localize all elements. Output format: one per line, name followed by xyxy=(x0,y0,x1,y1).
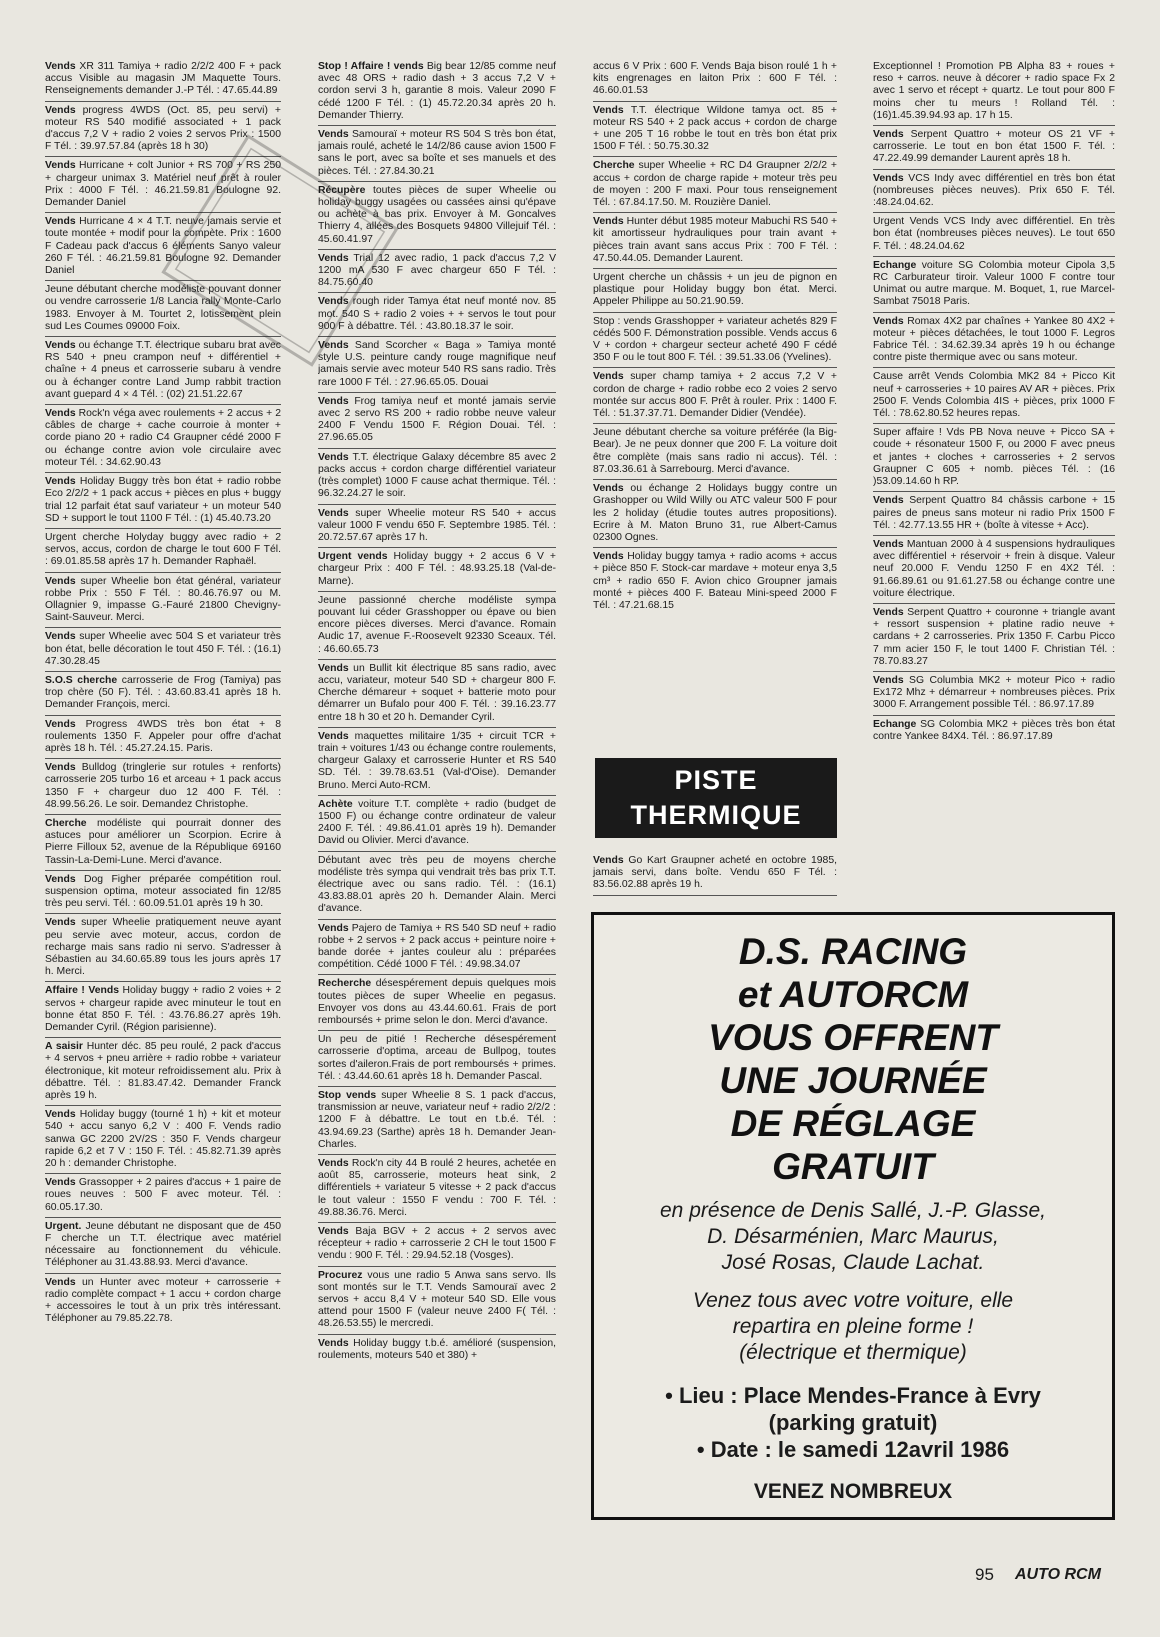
ad-lead: Vends xyxy=(318,1226,349,1238)
ad-text: super Wheelie 8 S. 1 pack d'accus, transmission ar neuve, variateur neuf + radio 2/2/2 : 1200 F à débattre. Le tout en t.b.é. Tél. : 43.94.69.23 (Sarthe) après 18 h. Demander Jean-Charles. xyxy=(318,1090,556,1150)
ad-lead: Echange xyxy=(873,718,917,730)
ad-lead: Vends xyxy=(45,216,76,228)
ad-text: voiture SG Colombia moteur Cipola 3,5 RC Carburateur tiroir. Valeur 1000 F contre tour Unimat ou autre marque. M. Boquet, 1, rue Marcel-Sambat 75018 Paris. xyxy=(873,259,1115,308)
promo-presence-2: D. Désarménien, Marc Maurus, xyxy=(707,1225,999,1248)
ad-lead: Vends xyxy=(318,507,349,519)
ad-lead: Stop vends xyxy=(318,1090,377,1102)
ad-lead: Vends xyxy=(45,718,76,730)
ad-text: accus 6 V Prix : 600 F. Vends Baja bison roulé 1 h + kits engrenages en laiton Prix : 600 F Tél. : 46.60.01.53 xyxy=(593,61,837,97)
page-footer xyxy=(975,1565,1115,1589)
ad-lead: Achète xyxy=(318,798,353,810)
classified-ad xyxy=(873,672,1115,716)
classified-ad xyxy=(45,871,281,915)
classified-ad xyxy=(318,660,556,728)
ad-lead: Vends xyxy=(45,340,76,352)
ad-lead: Vends xyxy=(318,340,349,352)
classified-ad xyxy=(318,1087,556,1155)
promo-head-2: et AUTORCM xyxy=(737,974,969,1015)
ad-text: Holiday buggy t.b.é. amélioré (suspension, roulements, moteurs 540 et 380) + xyxy=(318,1337,556,1361)
classified-ad xyxy=(593,480,837,548)
classified-ad xyxy=(45,529,281,573)
classified-ad xyxy=(45,573,281,629)
classified-ad xyxy=(873,492,1115,536)
ad-lead: Urgent. xyxy=(45,1220,82,1232)
promo-lieu-1: • Lieu : Place Mendes-France à Evry xyxy=(665,1383,1041,1408)
ad-text: Jeune passionné cherche modéliste sympa pouvant lui céder Grasshopper ou épave ou bien encore pièces diverses. Merci d'avance. Romain Audic 17, avenue F.-Roosevelt 92330 Sceaux. Tél. : 46.60.65.73 xyxy=(318,594,556,655)
classified-ad xyxy=(318,1223,556,1267)
classified-ad xyxy=(318,920,556,976)
ad-text: T.T. électrique Galaxy décembre 85 avec 2 packs accus + cordon charge différentiel variateur (très complet) 1000 F cause achat thermique. Tél. : 96.32.24.27 le soir. xyxy=(318,451,556,500)
classified-ad xyxy=(318,975,556,1031)
classified-ad xyxy=(873,424,1115,492)
ad-lead: Vends xyxy=(873,606,904,618)
classified-ad xyxy=(318,126,556,182)
ad-text: progress 4WDS (Oct. 85, peu servi) + moteur RS 540 modifié associated + 1 pack d'accus 7,2 V + radio 2 voies 2 servos Prix : 1500 F Tél. : 39.97.57.84 (après 18 h 30) xyxy=(45,104,281,153)
ad-text: super Wheelie pratiquement neuve ayant peu servie avec moteur, accus, cordon de recharge mais sans radio ni servo. S'adresser à Sébastien au 34.60.65.89 tous les jours après 17 h. Merci. xyxy=(45,917,281,978)
ad-text: Débutant avec très peu de moyens cherche modéliste très sympa qui vendrait très bas prix T.T. électrique avec ou sans radio. Tél. : (16.1) 43.83.88.01 après 20 h. Demander Alain. Merci d'avance. xyxy=(318,854,556,915)
promo-lieu-2: (parking gratuit) xyxy=(768,1410,938,1435)
classified-ad xyxy=(45,58,281,102)
classified-ad xyxy=(318,1155,556,1223)
ad-lead: Recherche xyxy=(318,978,372,990)
ad-lead: Vends xyxy=(45,61,76,72)
classified-ad xyxy=(45,716,281,760)
ad-lead: Vends xyxy=(45,104,76,116)
promo-location xyxy=(594,1382,1112,1463)
ad-text: Romax 4X2 par chaînes + Yankee 80 4X2 + moteur + pièces détachées, le tout 1000 F. Legros Fabrice Tél. : 34.62.39.34 après 19 h ou échange contre piste thermique avec ou sans moteur. xyxy=(873,315,1115,364)
classified-ad xyxy=(873,58,1115,126)
ad-lead: Cherche xyxy=(593,160,635,172)
ad-text: Hurricane 4 × 4 T.T. neuve jamais servie et toute montée + modif pour la compète. Prix : 1600 F Cadeau pack d'accus 6 éléments Sanyo valeur 260 F Tél. : 46.21.59.81 Boulogne 92. Demander Daniel xyxy=(45,216,281,277)
ad-text: super champ tamiya + 2 accus 7,2 V + cordon de charge + radio robbe eco 2 voies 2 servo montée sur accus 800 F. Prêt à rouler. Prix : 1400 F. Tél. : 51.37.37.71. Demander Didier (Vendée). xyxy=(593,371,837,420)
ad-text: Trial 12 avec radio, 1 pack d'accus 7,2 V 1200 mA 530 F avec chargeur 650 F Tél. : 84.75.60.40 xyxy=(318,252,556,289)
ad-text: carrosserie de Frog (Tamiya) pas trop chère (50 F). Tél. : 43.60.83.41 après 18 h. Demander François, merci. xyxy=(45,674,281,711)
ad-text: un Bullit kit électrique 85 sans radio, avec accu, variateur, moteur 540 SD + chargeur 800 F. Cherche démareur + soquet + batterie moto pour démarrer un Bufalo pour 400 F. Tél. : 39.16.23.77 entre 18 h 30 et 20 h. Demander Cyril. xyxy=(318,662,556,723)
ad-lead: Vends xyxy=(873,674,904,686)
piste-ad xyxy=(593,852,837,896)
ad-text: Jeune débutant cherche modéliste pouvant donner ou vendre carrosserie 1/8 Lancia rally Monte-Carlo 1983. Envoyer à M. Tourtet 2, lotissement plein sud Les Coumes 09000 Foix. xyxy=(45,284,281,332)
classified-ad xyxy=(873,604,1115,672)
ad-text: SG Columbia MK2 + moteur Pico + radio Ex172 Mhz + démarreur + nombreuses pièces. Prix 3000 F. Arrangement possible Tél. : 86.97.17.89 xyxy=(873,674,1115,711)
classified-ad xyxy=(318,548,556,592)
ad-text: Big bear 12/85 comme neuf avec 48 ORS + radio dash + 3 accus 7,2 V + cordon servi 3 h, garantie 8 mois. Valeur 2090 F cédé 1200 F Tél. : (1) 45.72.20.34 après 20 h. Demander Thierry. xyxy=(318,61,556,121)
classified-ad xyxy=(45,157,281,213)
promo-venez-3: (électrique et thermique) xyxy=(739,1341,967,1364)
classified-ad xyxy=(45,1218,281,1274)
ad-text: maquettes militaire 1/35 + circuit TCR + train + voitures 1/43 ou échange contre roulements, chargeur Galaxy et carrosserie Hunter et RS 540 SD. Tél. : 39.78.63.51 (Val-d'Oise). Demander Bruno. Merci Auto-RCM. xyxy=(318,730,556,791)
classified-ad xyxy=(318,592,556,660)
classified-ad xyxy=(318,393,556,449)
classified-ad xyxy=(45,473,281,529)
ad-lead: Vends xyxy=(45,631,76,643)
ad-lead: Vends xyxy=(45,917,76,929)
classified-ad xyxy=(873,368,1115,424)
ad-lead: Vends xyxy=(45,408,76,420)
ad-lead: Vends xyxy=(45,1177,76,1189)
ad-text: Mantuan 2000 à 4 suspensions hydrauliques avec différentiel + réservoir + frein à disque. Valeur neuf 20.000 F. Vendu 1250 F en 4X2 Tél. : 91.66.89.61 ou 91.61.27.58 ou échange contre une voiture électrique. xyxy=(873,538,1115,599)
ad-lead: Cherche xyxy=(45,817,87,829)
ad-lead: Vends xyxy=(45,575,76,587)
ad-text: super Wheelie moteur RS 540 + accus valeur 1000 F vendu 650 F. Septembre 1985. Tél. : 20.72.57.67 après 17 h. xyxy=(318,507,556,543)
classified-ad xyxy=(318,449,556,505)
promo-final: VENEZ NOMBREUX xyxy=(753,1480,953,1503)
classified-ad xyxy=(45,1174,281,1218)
ads-column-3 xyxy=(593,58,837,838)
promo-invitation xyxy=(594,1288,1112,1366)
ad-text: ou échange 2 Holidays buggy contre un Grashopper ou Wild Willy ou ATC valeur 500 F pour les 2 holiday (étudie toutes autres propositions). Ecrire à M. Maton Bruno 31, rue Albert-Camus 02300 Ognes. xyxy=(593,483,837,543)
ad-lead: Urgent vends xyxy=(318,551,388,563)
ad-text: XR 311 Tamiya + radio 2/2/2 400 F + pack accus Visible au magasin JM Maquette Tours. Renseignements demander J.-P Tél. : 47.65.44.89 xyxy=(45,61,281,97)
ad-text: Un peu de pitié ! Recherche désespérement carrosserie d'optima, arceau de Bullpog, toutes sortes d'aileron.Frais de port remboursés + primes. Tél. : 43.44.60.61 après 18 h. Demander Pascal. xyxy=(318,1034,556,1082)
classified-ad xyxy=(593,157,837,213)
ad-text: Pajero de Tamiya + RS 540 SD neuf + radio robbe + 2 servos + 2 pack accus + peinture noire + bande dorée + jantes couleur alu : préparées compétition. Cédé 1000 F Tél. : 49.98.34.07 xyxy=(318,922,556,971)
promo-head-3: VOUS OFFRENT xyxy=(708,1017,998,1058)
classified-ad xyxy=(318,1335,556,1365)
ad-text: Super affaire ! Vds PB Nova neuve + Picco SA + coude + résonateur 1500 F, ou 2000 F avec pneus et jantes + cloches + carrosseries + 2 servos Graupner C 605 + nomb. pièces Tél. : (16 )53.09.14.60 h RP. xyxy=(873,427,1115,488)
classified-ad xyxy=(593,269,837,313)
ad-text: vous une radio 5 Anwa sans servo. Ils sont montés sur le T.T. Vends Samouraï avec 2 servos + accu 8,4 V + moteur 540 SD. Elle vous attend pour 1500 F (valeur neuve 2400 F( Tél. : 48.26.53.55) le mercredi. xyxy=(318,1269,556,1330)
classified-ad xyxy=(45,914,281,982)
promo-presence xyxy=(594,1198,1112,1276)
ad-lead: Vends xyxy=(873,129,904,141)
ad-lead: Vends xyxy=(873,495,904,507)
classified-ad xyxy=(593,58,837,102)
classified-ad xyxy=(318,182,556,250)
ad-text: Samouraï + moteur RS 504 S très bon état, jamais roulé, acheté le 14/2/86 cause avion 1500 F sans le port, avec sa boîte et ses manuels et des pièces. Tél. : 27.84.30.21 xyxy=(318,129,556,177)
ads-column-1 xyxy=(45,58,281,1630)
ad-text: VCS Indy avec différentiel en très bon état (nombreuses pièces neuves). Prix 650 F. Tél. :48.24.04.62. xyxy=(873,172,1115,209)
classified-ad xyxy=(45,982,281,1038)
ad-lead: Vends xyxy=(318,252,349,264)
classified-ad xyxy=(593,102,837,158)
ad-text: Holiday buggy + radio 2 voies + 2 servos + chargeur rapide avec minuteur le tout en bonne état 850 F. Tél. : 43.76.86.27 après 19h. Demander Cyril. (Région parisienne). xyxy=(45,985,281,1034)
ad-text: Hurricane + colt Junior + RS 700 + RS 250 + chargeur unimax 3. Matériel neuf prêt à rouler Prix : 4000 F Tél. : 46.21.59.81 Boulogne 92. Demander Daniel xyxy=(45,160,281,209)
ad-lead: Vends xyxy=(318,1158,349,1170)
ad-lead: Vends xyxy=(593,216,624,228)
ads-column-4 xyxy=(873,58,1115,893)
ad-text: Cause arrêt Vends Colombia MK2 84 + Picco Kit neuf + carrosseries + 10 paires AV AR + pièces. Prix 2500 F. Vends Colombia 4IS + pièces, prix 1000 F Tél. : 78.62.80.52 heures repas. xyxy=(873,371,1115,420)
ad-lead: Vends xyxy=(318,1337,349,1349)
ad-lead: Vends xyxy=(593,551,624,563)
ad-text: Rock'n city 44 B roulé 2 heures, achetée en août 85, carrosserie, moteurs heat sink, 2 différentiels + variateur 5 vitesse + 2 pack d'accus le tout valeur : 1550 F vendu : 700 F. Tél. : 49.88.36.76. Merci. xyxy=(318,1158,556,1218)
ad-text: super Wheelie bon état général, variateur robbe Prix : 550 F Tél. : 80.46.76.97 ou M. Ollagnier 9, impasse G.-Fauré 21800 Chevigny-Saint-Sauveur. Merci. xyxy=(45,575,281,624)
classified-ad xyxy=(45,1274,281,1329)
classified-ad xyxy=(45,281,281,337)
ad-text: Hunter début 1985 moteur Mabuchi RS 540 + kit amortisseur hydrauliques pour train avant + pièces train avant sans accus Prix : 700 F Tél. : 47.50.44.05. Demander Laurent. xyxy=(593,216,837,264)
classified-ad xyxy=(873,313,1115,369)
classified-ad xyxy=(873,257,1115,313)
promo-head-1: D.S. RACING xyxy=(738,931,968,972)
ad-lead: Vends xyxy=(873,538,904,550)
ad-text: un Hunter avec moteur + carrosserie + radio complète compact + 1 accu + cordon charge + accessoires le tout à un prix très intéressant. Téléphoner au 79.85.22.78. xyxy=(45,1276,281,1325)
classified-ad xyxy=(593,424,837,480)
classified-ad xyxy=(45,213,281,281)
promo-presence-1: en présence de Denis Sallé, J.-P. Glasse, xyxy=(660,1199,1046,1222)
ad-lead: Echange xyxy=(873,259,917,271)
classified-ad xyxy=(873,213,1115,257)
classified-ad xyxy=(318,852,556,920)
classified-ad xyxy=(318,58,556,126)
ad-text: Frog tamiya neuf et monté jamais servie avec 2 servo RS 200 + radio robbe neuve valeur 2400 F Vendu 1500 F. Région Douai. Tél. : 27.96.65.05 xyxy=(318,395,556,444)
ad-text: Holiday Buggy très bon état + radio robbe Eco 2/2/2 + 1 pack accus + pièces en plus + buggy trial 12 parfait état sauf variateur + un moteur 540 SD + support le tout 1100 F Tél. : (1) 45.40.73.20 xyxy=(45,476,281,524)
ad-text: Baja BGV + 2 accus + 2 servos avec récepteur + radio + carrosserie 2 CH le tout 1500 F vendu : 900 F. Tél. : 29.94.52.18 (Vosges). xyxy=(318,1226,556,1262)
classified-ad xyxy=(45,672,281,716)
classified-ad xyxy=(593,213,837,269)
ad-lead: Vends xyxy=(318,129,349,141)
classified-ad xyxy=(873,536,1115,604)
classified-ad xyxy=(45,405,281,473)
ad-text: super Wheelie avec 504 S et variateur très bon état, belle décoration le tout 450 F. Tél. : (16.1) 47.30.28.45 xyxy=(45,631,281,667)
promo-date: • Date : le samedi 12avril 1986 xyxy=(696,1437,1010,1462)
classified-ad xyxy=(45,628,281,672)
classified-ad xyxy=(318,728,556,796)
ad-text: Jeune débutant ne disposant que de 450 F cherche un T.T. électrique avec matériel nécessaire au fonctionnement du véhicule. Téléphoner au 31.43.88.93. Merci d'avance. xyxy=(45,1220,281,1269)
classified-ad xyxy=(593,548,837,615)
piste-thermique-header xyxy=(595,758,837,838)
ad-text: Holiday buggy (tourné 1 h) + kit et moteur 540 + accu sanyo 6,2 V : 400 F. Vends radio sanwa GC 2200 2V/2S : 350 F. Vends chargeur rapide 6,2 et 7 V : 150 F. Tél. : 45.82.71.39 après 20 h : demander Christophe. xyxy=(45,1109,281,1170)
ad-lead: Vends xyxy=(318,730,349,742)
classified-ad xyxy=(45,759,281,815)
ad-text: Jeune débutant cherche sa voiture préférée (la Big-Bear). Je ne peux donner que 200 F. La voiture doit être complète (mais sans radio ni accus). Tél. : 87.03.36.61 à Sarrebourg. Merci d'avance. xyxy=(593,427,837,475)
ads-column-2 xyxy=(318,58,556,1630)
ad-lead: Vends xyxy=(45,762,76,774)
classified-ad xyxy=(45,337,281,405)
ad-text: Dog Figher préparée compétition roul. suspension optima, moteur associated fin 12/85 très peu servi. Tél. : 60.09.51.01 après 19 h 30. xyxy=(45,873,281,910)
ad-text: Stop : vends Grasshopper + variateur achetés 829 F cédés 500 F. Démonstration possible. Vends accus 6 V + cordon + chargeur secteur acheté 490 F cédé 350 F ou le tout 800 F. Tél. : 39.51.33.06 (Yvelines). xyxy=(593,315,837,364)
promo-head-4: UNE JOURNÉE xyxy=(719,1060,987,1101)
promo-venez-1: Venez tous avec votre voiture, elle xyxy=(692,1289,1014,1312)
ad-text: Exceptionnel ! Promotion PB Alpha 83 + roues + reso + carros. neuve à décorer + radio space Fx 2 avec 1 servo et récept + quartz. Le tout pour 800 F moins cher tu meurs ! Rolland Tél. : (16)1.45.39.94.93 ap. 17 h 15. xyxy=(873,61,1115,121)
magazine-name: AUTO RCM xyxy=(1015,1566,1101,1583)
promo-presence-3: José Rosas, Claude Lachat. xyxy=(721,1251,985,1274)
ad-text: SG Colombia MK2 + pièces très bon état contre Yankee 84X4. Tél. : 86.97.17.89 xyxy=(873,718,1115,742)
ad-text: Grassopper + 2 paires d'accus + 1 paire de roues neuves : 500 F avec moteur. Tél. : 60.05.17.30. xyxy=(45,1177,281,1213)
ad-lead: Vends xyxy=(318,395,349,407)
ad-lead: A saisir xyxy=(45,1041,83,1053)
piste-line-1: PISTE xyxy=(674,765,758,795)
ad-lead: Vends xyxy=(318,922,349,934)
promo-head-5: DE RÉGLAGE xyxy=(730,1103,976,1144)
classified-ad xyxy=(318,505,556,549)
ad-text: Sand Scorcher « Baga » Tamiya monté style U.S. peinture candy rouge magnifique neuf jamais servie avec moteur 540 RS sans radio. Très rare 1000 F Tél. : 27.96.65.05. Douai xyxy=(318,340,556,388)
ad-lead: Vends xyxy=(593,855,624,866)
classified-ad xyxy=(593,313,837,369)
ad-text: ou échange T.T. électrique subaru brat avec RS 540 + pneu crampon neuf + différentiel + chaîne + 4 pneus et carrosserie subaru à vendre ou à échanger contre Land Jump rabbit traction avant guepard 4 × 4 Tél. : (02) 21.51.22.67 xyxy=(45,340,281,400)
classified-ad xyxy=(873,716,1115,746)
ad-lead: Affaire ! Vends xyxy=(45,985,119,997)
ad-text: Urgent Vends VCS Indy avec différentiel. En très bon état (nombreuses pièces neuves). Le tout 650 F. Tél. : 48.24.04.62 xyxy=(873,216,1115,252)
ad-lead: Procurez xyxy=(318,1269,363,1281)
classified-ad xyxy=(593,368,837,424)
piste-line-2: THERMIQUE xyxy=(630,800,802,830)
ad-lead: Vends xyxy=(45,160,76,172)
classified-ad xyxy=(45,1038,281,1106)
ad-text: Rock'n véga avec roulements + 2 accus + 2 câbles de charge + cache courroie à monter + corde piano 20 + radio C4 Graupner cédé 2000 F ou échange contre avion vole circulaire avec moteur Tél. : 34.62.90.43 xyxy=(45,408,281,468)
ad-lead: Vends xyxy=(318,662,349,674)
classified-ad xyxy=(318,1031,556,1087)
ad-text: Holiday buggy tamya + radio acoms + accus + pièce 850 F. Stock-car mardave + moteur enya 3,5 cm³ + radio 650 F. Avion chico Groupner jamais monté + pièces 400 F. Bateau Mini-speed 2000 F Tél. : 47.21.68.15 xyxy=(593,551,837,611)
classified-ad xyxy=(45,815,281,871)
ad-lead: Stop ! Affaire ! vends xyxy=(318,61,424,72)
promo-box xyxy=(591,912,1115,1520)
ad-text: Serpent Quattro + couronne + triangle avant + ressort suspension + platine radio neuve + cardans + 2 carrosseries. Prix 1350 F. Carbu Picco 7 mm acier 150 F, le tout 1400 F. Christian Tél. : 78.70.83.27 xyxy=(873,606,1115,667)
ad-text: Hunter déc. 85 peu roulé, 2 pack d'accus + 4 servos + pneu arrière + radio robbe + variateur électronique, kit moteur refroidissement alu. Prix à débattre. Tél. : 81.83.47.42. Demander Franck après 19 h. xyxy=(45,1041,281,1102)
classified-ad xyxy=(318,293,556,337)
classified-ad xyxy=(873,126,1115,170)
ad-text: T.T. électrique Wildone tamya oct. 85 + moteur RS 540 + 2 pack accus + cordon de charge + une 205 T 16 robbe le tout en très bon état prix 1500 F Tél. : 50.75.30.32 xyxy=(593,104,837,153)
ad-text: voiture T.T. complète + radio (budget de 1500 F) ou échange contre ordinateur de valeur 2400 F. Tél. : 49.86.41.01 après 19 h). Demander David ou Olivier. Merci d'avance. xyxy=(318,798,556,847)
ad-text: désespérement depuis quelques mois toutes pièces de super Wheelie en pegasus. Envoyer vos dons au 43.44.60.61. Frais de port remboursés + prime selon le don. Merci d'avance. xyxy=(318,978,556,1027)
classified-ad xyxy=(45,1106,281,1174)
ad-lead: Vends xyxy=(593,483,624,495)
classified-ad xyxy=(318,1267,556,1335)
ad-lead: Vends xyxy=(45,873,76,885)
classified-ad xyxy=(318,250,556,294)
promo-venez-2: repartira en pleine forme ! xyxy=(732,1315,974,1338)
ad-lead: Vends xyxy=(45,1109,76,1121)
ad-text: Bulldog (tringlerie sur rotules + renforts) carrosserie 205 turbo 16 et arceau + 1 pack accus 1350 F + chargeur duo 12 400 F. Tél. : 48.99.56.26. Le soir. Demandez Christophe. xyxy=(45,762,281,810)
classified-ad xyxy=(873,170,1115,214)
promo-headline xyxy=(594,930,1112,1188)
ad-lead: Vends xyxy=(318,451,349,463)
ad-lead: Vends xyxy=(593,104,624,116)
ad-text: Go Kart Graupner acheté en octobre 1985, jamais servi, dans boîte. Vendu 650 F Tél. : 83.56.02.88 après 19 h. xyxy=(593,855,837,891)
ad-text: Urgent cherche Holyday buggy avec radio + 2 servos, accus, cordon de charge le tout 600 F Tél. : 69.01.85.58 après 17 h. Demander Raphaël. xyxy=(45,531,281,568)
ad-text: Urgent cherche un châssis + un jeu de pignon en plastique pour Holiday buggy bon état. Merci. Appeler Philippe au 50.21.90.59. xyxy=(593,272,837,308)
ad-text: Serpent Quattro + moteur OS 21 VF + carrosserie. Le tout en bon état 1500 F. Tél. : 47.22.49.99 demander Laurent après 18 h. xyxy=(873,129,1115,165)
page-number: 95 xyxy=(975,1565,994,1584)
classified-ad xyxy=(45,102,281,158)
ad-text: rough rider Tamya état neuf monté nov. 85 mot. 540 S + radio 2 voies + + servos le tout pour 900 F à débattre. Tél. : 43.80.18.37 le soir. xyxy=(318,296,556,332)
ad-lead: Vends xyxy=(593,371,624,383)
ad-text: modéliste qui pourrait donner des astuces pour améliorer un Scorpion. Ecrire à Pierre Filloux 52, avenue de la République 69160 Tassin-La-Demi-Lune. Merci d'avance. xyxy=(45,817,281,866)
ad-lead: Vends xyxy=(873,172,904,184)
promo-head-6: GRATUIT xyxy=(772,1146,934,1187)
ad-text: Holiday buggy + 2 accus 6 V + chargeur Prix : 400 F Tél. : 48.93.25.18 (Val-de-Marne). xyxy=(318,551,556,587)
classified-ad xyxy=(318,337,556,393)
ad-lead: Vends xyxy=(45,476,76,488)
ad-lead: Vends xyxy=(873,315,904,327)
ad-text: super Wheelie + RC D4 Graupner 2/2/2 + accus + cordon de charge rapide + moteur très peu de moyen : 200 F maxi. Pour tous renseignement Tél. : 67.84.17.50. M. Rouzière Daniel. xyxy=(593,160,837,209)
ad-lead: Vends xyxy=(45,1276,76,1288)
ad-lead: S.O.S cherche xyxy=(45,674,118,686)
ad-text: Progress 4WDS très bon état + 8 roulements 1350 F. Appeler pour offre d'achat après 18 h. Tél. : 45.27.24.15. Paris. xyxy=(45,718,281,754)
ad-lead: Récupère xyxy=(318,184,366,196)
ad-lead: Vends xyxy=(318,296,349,308)
ad-text: Serpent Quattro 84 châssis carbone + 15 paires de pneus sans moteur ni radio Prix 1500 F Tél. : 42.77.13.55 HR + (boîte à vitesse + Acc). xyxy=(873,495,1115,531)
ad-text: toutes pièces de super Wheelie ou holiday buggy usagées ou cassées ainsi qu'épave ou achète à bas prix. Envoyer à M. Goncalves Thierry 4, allées des Bosquets 94800 Villejuif Tél. : 45.60.41.97 xyxy=(318,184,556,245)
classified-ad xyxy=(318,796,556,852)
